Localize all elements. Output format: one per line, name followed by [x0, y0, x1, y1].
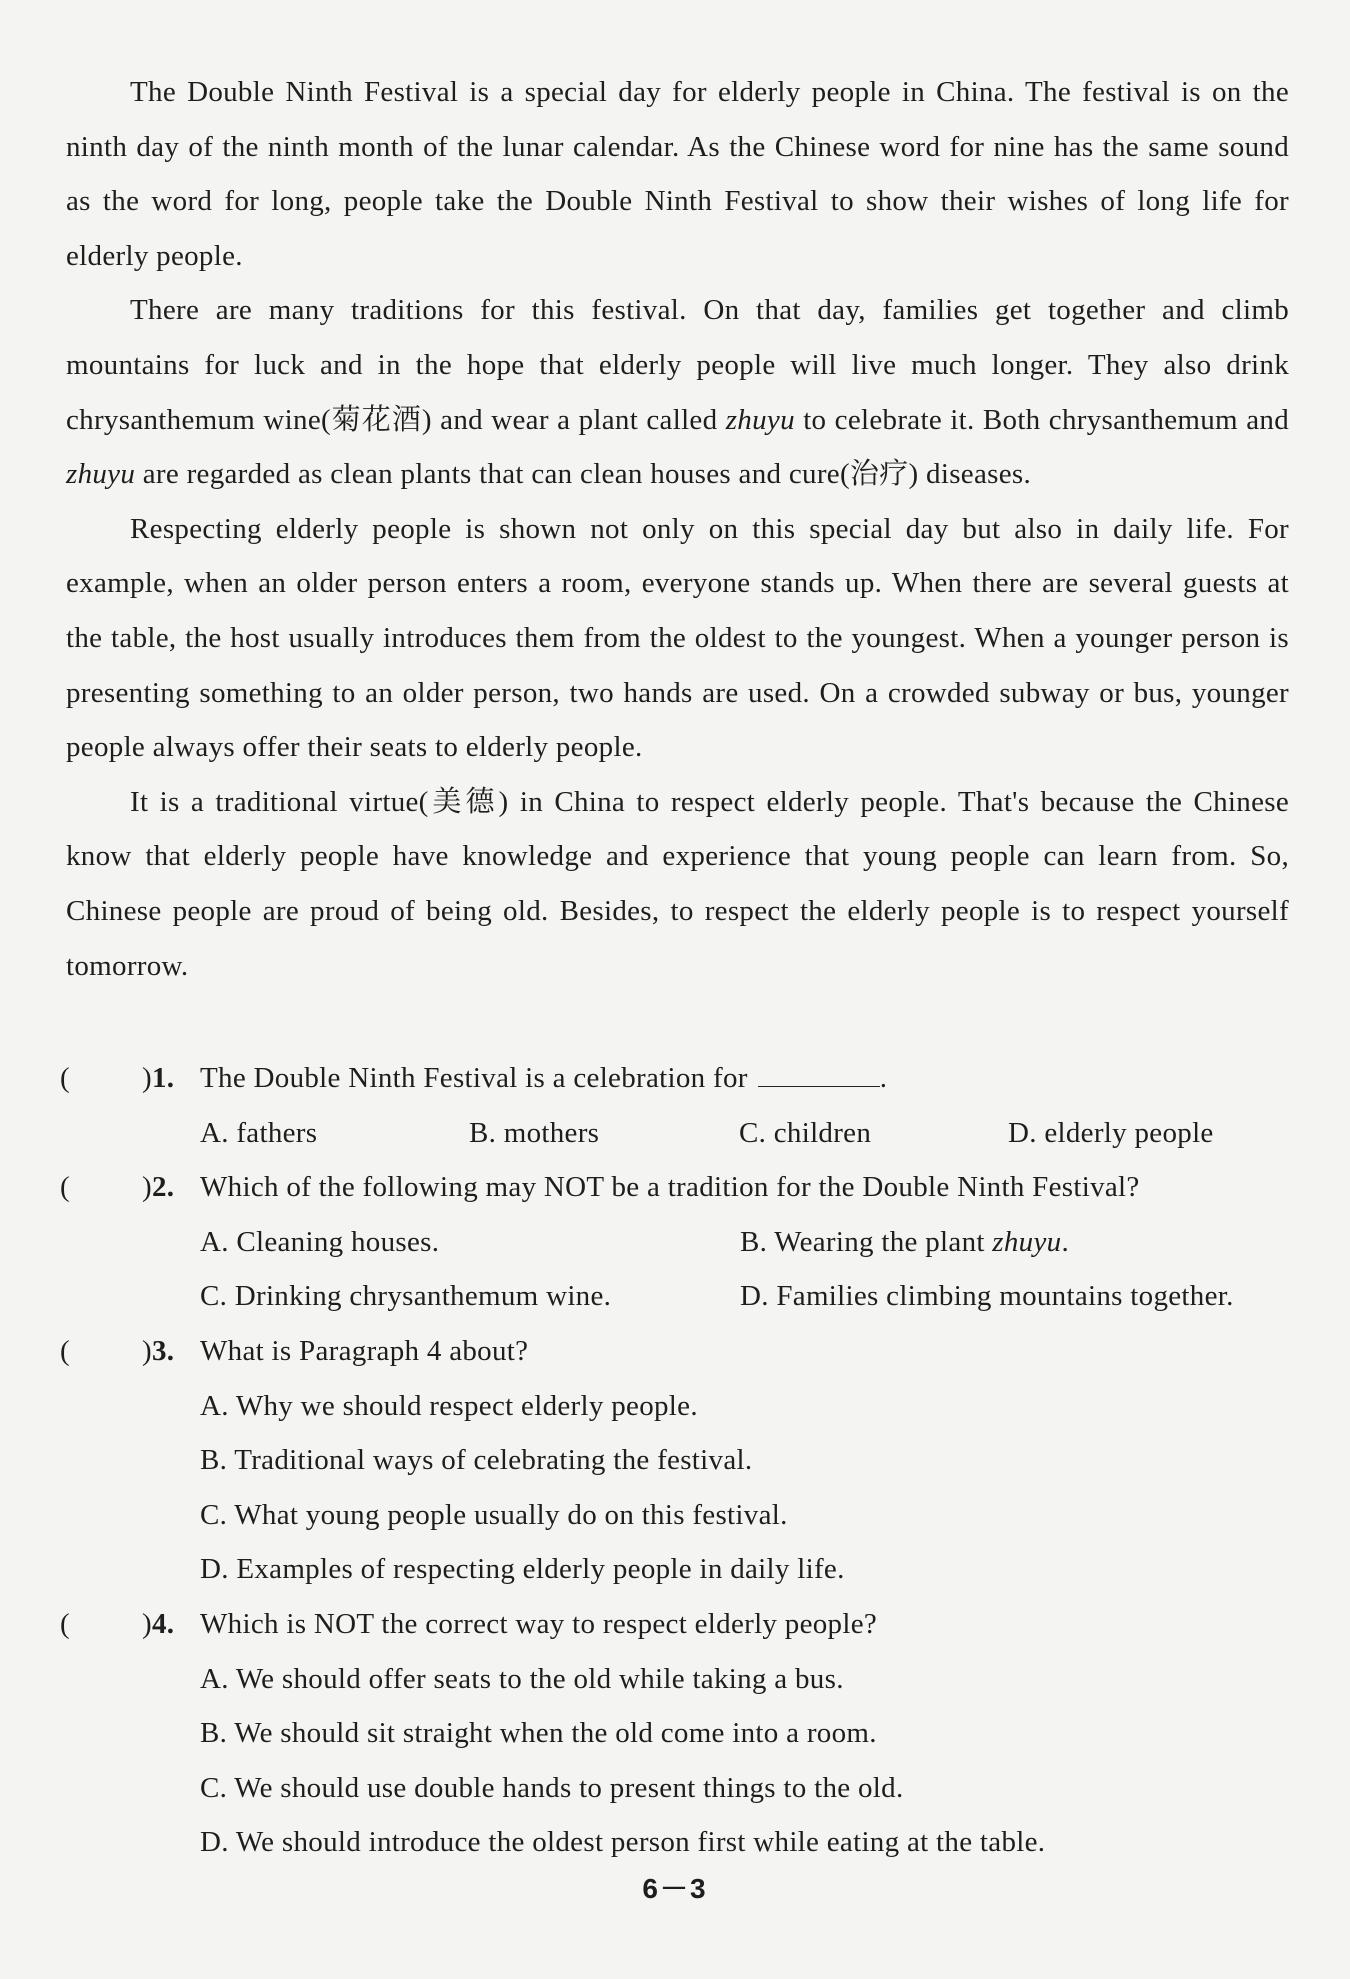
- reading-passage: [66, 65, 1289, 993]
- question-4-option-b-row: [60, 1706, 1300, 1761]
- question-number: 4.: [152, 1607, 175, 1640]
- answer-blank[interactable]: [758, 1056, 880, 1087]
- answer-bracket-close: ): [142, 1607, 152, 1640]
- option-a[interactable]: A. We should offer seats to the old while taking a bus.: [200, 1662, 844, 1695]
- question-stem-end: .: [879, 1062, 888, 1094]
- paragraph-4: It is a traditional virtue(美德) in China to respect elderly people. That's because the Chinese know that elderly people have knowledge and experience that young people can learn from. So, Chinese people are proud of being old. Besides, to respect the elderly people is to respect yourself tomorrow.: [66, 785, 1289, 982]
- option-c[interactable]: C. We should use double hands to present things to the old.: [200, 1771, 904, 1804]
- question-stem-text: The Double Ninth Festival is a celebration for: [200, 1062, 748, 1094]
- paragraph-3: Respecting elderly people is shown not only on this special day but also in daily life. For example, when an older person enters a room, everyone stands up. When there are several guests at the table, the host usually introduces them from the oldest to the youngest. When a younger person is presenting something to an older person, two hands are used. On a crowded subway or bus, younger people always offer their seats to elderly people.: [66, 512, 1289, 764]
- option-b-end: .: [1061, 1225, 1070, 1258]
- zhuyu-term: zhuyu: [66, 458, 136, 491]
- option-c[interactable]: C. Drinking chrysanthemum wine.: [200, 1280, 612, 1313]
- question-stem: Which of the following may NOT be a tradition for the Double Ninth Festival?: [200, 1171, 1140, 1204]
- question-number: 3.: [152, 1334, 175, 1367]
- answer-bracket-open: (: [60, 1334, 70, 1367]
- paragraph-1: The Double Ninth Festival is a special day for elderly people in China. The festival is on the ninth day of the ninth month of the lunar calendar. As the Chinese word for nine has the same sound as the word for long, people take the Double Ninth Festival to show their wishes of long life for elderly people.: [66, 76, 1289, 272]
- option-b-text: B. Wearing the plant: [740, 1225, 993, 1258]
- question-4-option-a-row: [60, 1652, 1300, 1707]
- option-c[interactable]: C. What young people usually do on this festival.: [200, 1498, 788, 1531]
- question-2: [60, 1160, 1300, 1215]
- option-b[interactable]: B. We should sit straight when the old come into a room.: [200, 1717, 877, 1750]
- question-3-option-c-row: [60, 1488, 1300, 1543]
- question-4-option-c-row: [60, 1761, 1300, 1816]
- question-1: [60, 1051, 1300, 1106]
- paragraph-2-part-b: to celebrate it. Both chrysanthemum and: [794, 403, 1289, 436]
- option-a[interactable]: A. fathers: [200, 1116, 318, 1149]
- paragraph-2-part-a: There are many traditions for this festival. On that day, families get together and climb mountains for luck and in the hope that elderly people will live much longer. They also drink chrysanthemum wine(菊花酒) and wear a plant called: [66, 294, 1289, 436]
- answer-bracket-close: ): [142, 1171, 152, 1204]
- question-3-option-b-row: [60, 1433, 1300, 1488]
- option-b[interactable]: B. mothers: [469, 1116, 600, 1149]
- answer-bracket-close: ): [142, 1334, 152, 1367]
- question-2-options-row-1: [60, 1215, 1300, 1270]
- question-3-option-d-row: [60, 1542, 1300, 1597]
- zhuyu-term: zhuyu: [725, 403, 795, 436]
- page-number: 6－3: [642, 1873, 708, 1904]
- answer-bracket-open: (: [60, 1171, 70, 1204]
- option-d[interactable]: D. Families climbing mountains together.: [740, 1280, 1234, 1313]
- question-stem: [200, 1051, 887, 1106]
- question-4: [60, 1597, 1300, 1652]
- answer-bracket-close: ): [142, 1062, 152, 1094]
- option-d[interactable]: D. We should introduce the oldest person first while eating at the table.: [200, 1826, 1046, 1859]
- answer-bracket-open: (: [60, 1062, 70, 1094]
- question-stem: Which is NOT the correct way to respect elderly people?: [200, 1607, 878, 1640]
- question-stem: What is Paragraph 4 about?: [200, 1334, 529, 1367]
- questions-section: [60, 1051, 1300, 1870]
- question-2-options-row-2: [60, 1269, 1300, 1324]
- option-b[interactable]: B. Traditional ways of celebrating the festival.: [200, 1444, 753, 1477]
- option-c[interactable]: C. children: [739, 1116, 872, 1149]
- option-a[interactable]: A. Why we should respect elderly people.: [200, 1389, 698, 1422]
- option-d[interactable]: D. Examples of respecting elderly people in daily life.: [200, 1553, 845, 1586]
- question-4-option-d-row: [60, 1815, 1300, 1870]
- option-a[interactable]: A. Cleaning houses.: [200, 1225, 440, 1258]
- question-number: 1.: [152, 1062, 175, 1094]
- question-1-options: [60, 1106, 1300, 1161]
- option-d[interactable]: D. elderly people: [1008, 1116, 1214, 1149]
- question-number: 2.: [152, 1171, 175, 1204]
- question-3-option-a-row: [60, 1379, 1300, 1434]
- zhuyu-term: zhuyu: [992, 1225, 1062, 1258]
- question-3: [60, 1324, 1300, 1379]
- answer-bracket-open: (: [60, 1607, 70, 1640]
- paragraph-2: [66, 283, 1289, 501]
- option-b[interactable]: [740, 1215, 1069, 1270]
- paragraph-2-part-c: are regarded as clean plants that can clean houses and cure(治疗) diseases.: [135, 458, 1032, 491]
